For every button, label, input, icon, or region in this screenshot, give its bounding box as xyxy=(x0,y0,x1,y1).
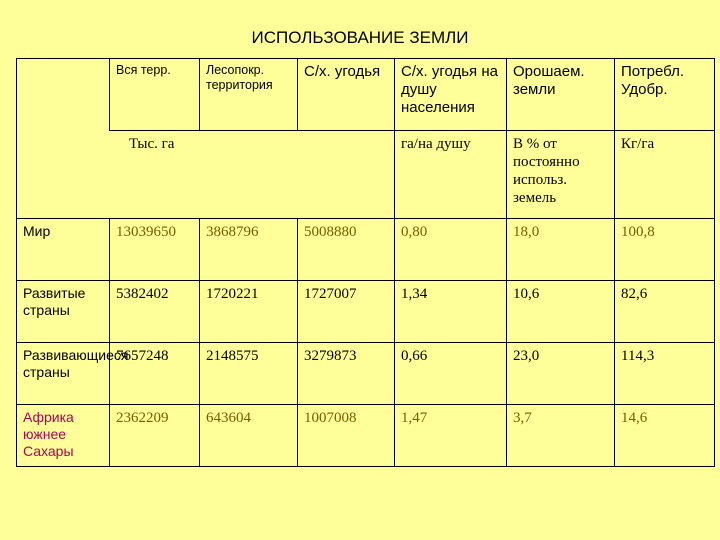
unit-kg-per-ha: Кг/га xyxy=(615,131,715,219)
cell-value: 1720221 xyxy=(200,281,298,343)
cell-value: 2148575 xyxy=(200,343,298,405)
cell-value: 13039650 xyxy=(110,219,200,281)
header-forest: Лесопокр. территория xyxy=(200,59,298,131)
units-row xyxy=(17,131,715,219)
header-row xyxy=(17,59,715,131)
cell-value: 10,6 xyxy=(507,281,615,343)
cell-value: 82,6 xyxy=(615,281,715,343)
cell-value: 114,3 xyxy=(615,343,715,405)
cell-value: 1,47 xyxy=(395,405,507,467)
cell-value: 23,0 xyxy=(507,343,615,405)
cell-value: 18,0 xyxy=(507,219,615,281)
cell-value: 5008880 xyxy=(298,219,395,281)
cell-value: 3279873 xyxy=(298,343,395,405)
cell-value: 1007008 xyxy=(298,405,395,467)
cell-value: 5382402 xyxy=(110,281,200,343)
cell-value: 3868796 xyxy=(200,219,298,281)
table-row xyxy=(17,405,715,467)
cell-value: 643604 xyxy=(200,405,298,467)
row-label-subsaharan-africa: Африка южнее Сахары xyxy=(17,405,110,467)
row-label-world: Мир xyxy=(17,219,110,281)
row-label-developing: Развивающиеся страны xyxy=(17,343,110,405)
cell-value: 1,34 xyxy=(395,281,507,343)
cell-value: 7657248 xyxy=(110,343,200,405)
land-use-table xyxy=(16,58,715,467)
table-row xyxy=(17,219,715,281)
row-label-developed: Развитые страны xyxy=(17,281,110,343)
cell-value: 0,66 xyxy=(395,343,507,405)
title-text: ИСПОЛЬЗОВАНИЕ ЗЕМЛИ xyxy=(251,28,469,47)
page-title xyxy=(0,28,720,48)
header-total-territory: Вся терр. xyxy=(110,59,200,131)
cell-value: 100,8 xyxy=(615,219,715,281)
cell-value: 3,7 xyxy=(507,405,615,467)
header-agri-land: С/х. угодья xyxy=(298,59,395,131)
unit-percent: В % от постоянно использ. земель xyxy=(507,131,615,219)
unit-ha-per-capita: га/на душу xyxy=(395,131,507,219)
unit-thousand-ha: Тыс. га xyxy=(17,131,395,219)
header-corner xyxy=(17,59,110,131)
cell-value: 2362209 xyxy=(110,405,200,467)
table-row xyxy=(17,281,715,343)
header-irrigated: Орошаем. земли xyxy=(507,59,615,131)
header-agri-per-capita: С/х. угодья на душу населения xyxy=(395,59,507,131)
cell-value: 14,6 xyxy=(615,405,715,467)
cell-value: 1727007 xyxy=(298,281,395,343)
table-row xyxy=(17,343,715,405)
header-fertilizer: Потребл. Удобр. xyxy=(615,59,715,131)
cell-value: 0,80 xyxy=(395,219,507,281)
